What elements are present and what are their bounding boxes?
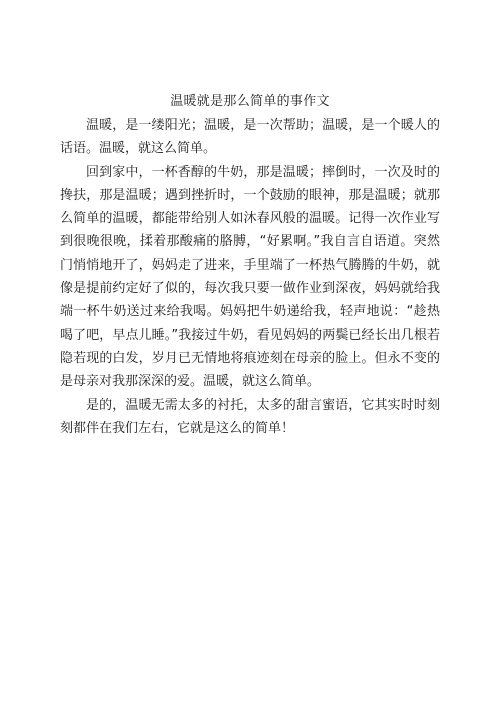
paragraph-2: 回到家中，一杯香醇的牛奶，那是温暖；摔倒时，一次及时的搀扶，那是温暖；遇到挫折时，一个鼓励的眼神，那是温暖；就那么简单的温暖，都能带给别人如沐春风般的温暖。记得一次作业写到很晚很晚，揉着那酸痛的胳膊，“好累啊。”我自言自语道。突然门悄悄地开了，妈妈走了进来，手里端了一杯热气腾腾的牛奶，就像是提前约定好了似的，每次我只要一做作业到深夜，妈妈就给我端一杯牛奶送过来给我喝。妈妈把牛奶递给我，轻声地说：“趁热喝了吧，早点儿睡。”我接过牛奶，看见妈妈的两鬓已经长出几根若隐若现的白发，岁月已无情地将痕迹刻在母亲的脸上。但永不变的是母亲对我那深深的爱。温暖，就这么简单。	[60, 164, 440, 390]
paragraph-1: 温暖，是一缕阳光；温暖，是一次帮助；温暖，是一个暖人的话语。温暖，就这么简单。	[60, 118, 440, 157]
document-body	[60, 92, 440, 440]
paragraph-3: 是的，温暖无需太多的衬托，太多的甜言蜜语，它其实时时刻刻都伴在我们左右，它就是这么的简单！	[60, 397, 440, 436]
document-title: 温暖就是那么简单的事作文	[170, 94, 330, 109]
